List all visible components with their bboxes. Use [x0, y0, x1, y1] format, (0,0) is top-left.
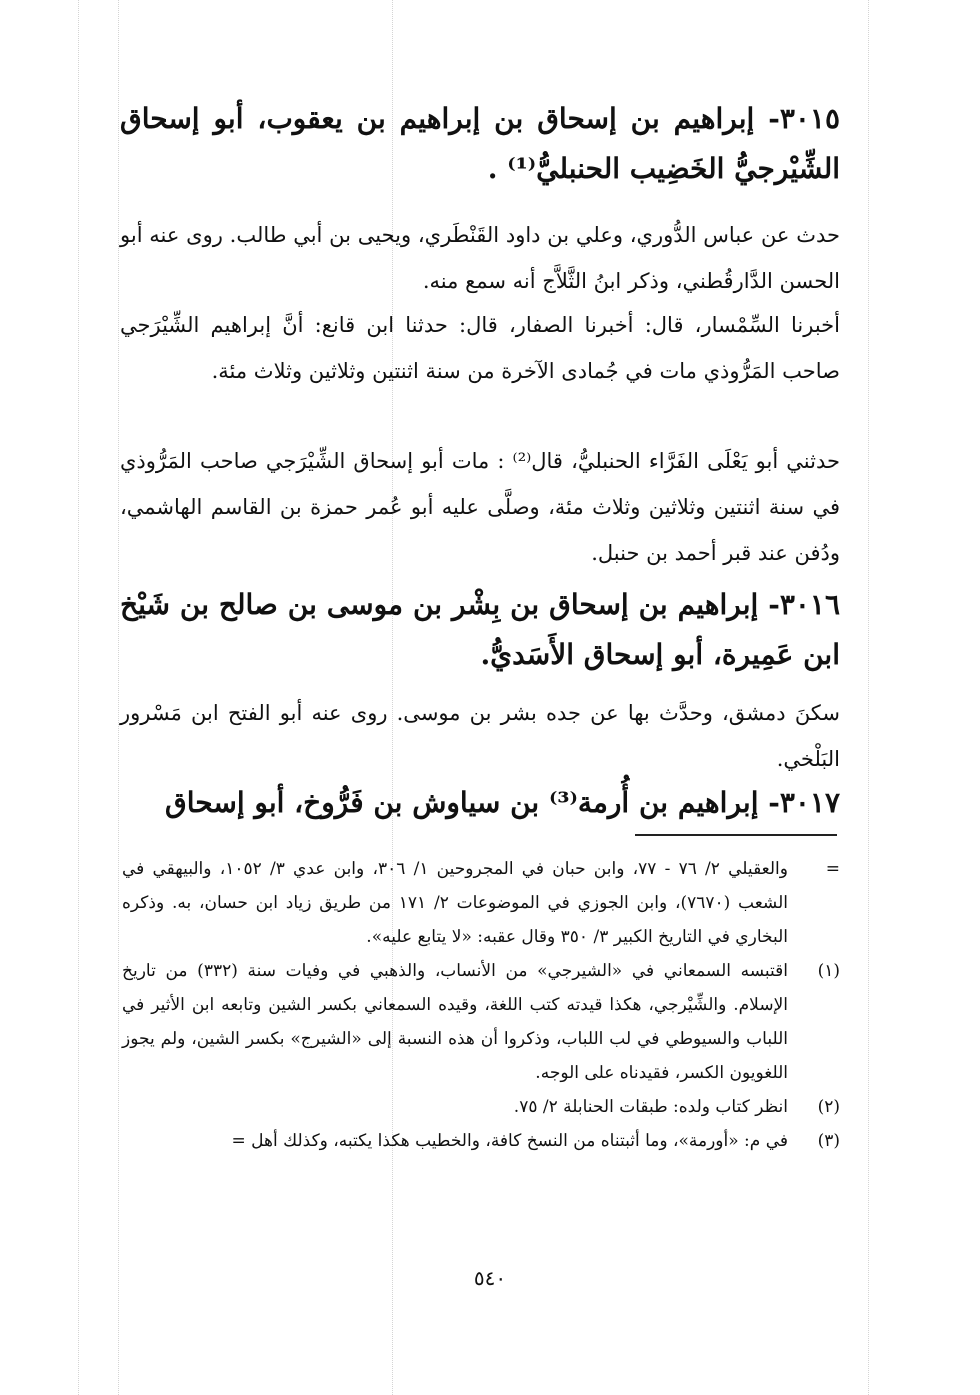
entry-heading-3015: ٣٠١٥- إبراهيم بن إسحاق بن إبراهيم بن يعقوب، أبو إسحاق الشِّيْرجيُّ الخَضِيب الحنبليُّ⁽¹⁾ . [120, 102, 840, 185]
footnote-mark: (٢) [817, 1097, 840, 1117]
footnote-text: اقتبسه السمعاني في «الشيرجي» من الأنساب، والذهبي في وفيات سنة (٣٣٢) من تاريخ الإسلام. والشِّيْرجي، هكذا قيدته كتب اللغة، وقيده السمعاني بكسر الشين وتابعه ابن الأثير في اللباب والسيوطي في لب اللباب، وذكروا أن هذه النسبة إلى «الشيرج» بكسر الشين، ولم يجوز اللغويون الكسر، فقيدناه على الوجه. [122, 961, 789, 1083]
footnote-separator [635, 834, 837, 836]
footnote-mark: (١) [817, 961, 840, 981]
footnote-1 [122, 954, 840, 1090]
paper-texture-line [118, 0, 119, 1395]
footnote-mark: (٣) [817, 1131, 840, 1151]
page-number: ٥٤٠ [473, 1266, 507, 1290]
entry-paragraph: سكنَ دمشق، وحدَّث بها عن جده بشر بن موسى. روى عنه أبو الفتح ابن مَسْرور البَلْخي. [120, 701, 840, 771]
footnote-text: والعقيلي ٢/ ٧٦ - ٧٧، وابن حبان في المجروحين ١/ ٣٠٦، وابن عدي ٣/ ١٠٥٢، والبيهقي في الشعب (٧٦٧٠)، وابن الجوزي في الموضوعات ٢/ ١٧١ من طريق زياد ابن حسان، به. وذكره البخاري في التاريخ الكبير ٣/ ٣٥٠ وقال عقبه: «لا يتابع عليه». [122, 859, 788, 947]
entry-heading-3016: ٣٠١٦- إبراهيم بن إسحاق بن بِشْر بن موسى بن صالح بن شَيْخ ابن عَمِيرة، أبو إسحاق الأَسَديُّ. [120, 588, 840, 671]
footnote-text: انظر كتاب ولده: طبقات الحنابلة ٢/ ٧٥. [513, 1097, 788, 1117]
entry-heading-3017: ٣٠١٧- إبراهيم بن أُرمة⁽³⁾ بن سياوش بن فَرُّوخ، أبو إسحاق [165, 786, 840, 819]
footnote-3 [122, 1124, 840, 1158]
entry-paragraph: حدثني أبو يَعْلَى الفَرَّاء الحنبليُّ، قال⁽²⁾ : مات أبو إسحاق الشِّيْرَجي صاحب المَرُّوذي في سنة اثنتين وثلاثين وثلاث مئة، وصلَّى عليه أبو عُمر حمزة بن القاسم الهاشمي، ودُفن عند قبر أحمد بن حنبل. [120, 449, 840, 565]
footnote-mark: = [825, 859, 840, 879]
footnote-text: في م: «أورمة»، وما أثبتناه من النسخ كافة، والخطيب هكذا يكتبه، وكذلك أهل = [231, 1131, 788, 1151]
entry-paragraph: أخبرنا السِّمْسار، قال: أخبرنا الصفار، قال: حدثنا ابن قانع: أنَّ إبراهيم الشِّيْرَجي صاحب المَرُّوذي مات في جُمادى الآخرة من سنة اثنتين وثلاثين وثلاث مئة. [120, 313, 840, 383]
paper-texture-line [78, 0, 79, 1395]
paper-texture-line [868, 0, 869, 1395]
entry-paragraph: حدث عن عباس الدُّوري، وعلي بن داود القَنْطَري، ويحيى بن أبي طالب. روى عنه أبو الحسن الدَّارقُطني، وذكر ابنُ الثَّلاَّج أنه سمع منه. [120, 223, 840, 293]
footnote-continuation [122, 852, 840, 954]
footnote-2 [122, 1090, 840, 1124]
footnotes [122, 852, 840, 1158]
